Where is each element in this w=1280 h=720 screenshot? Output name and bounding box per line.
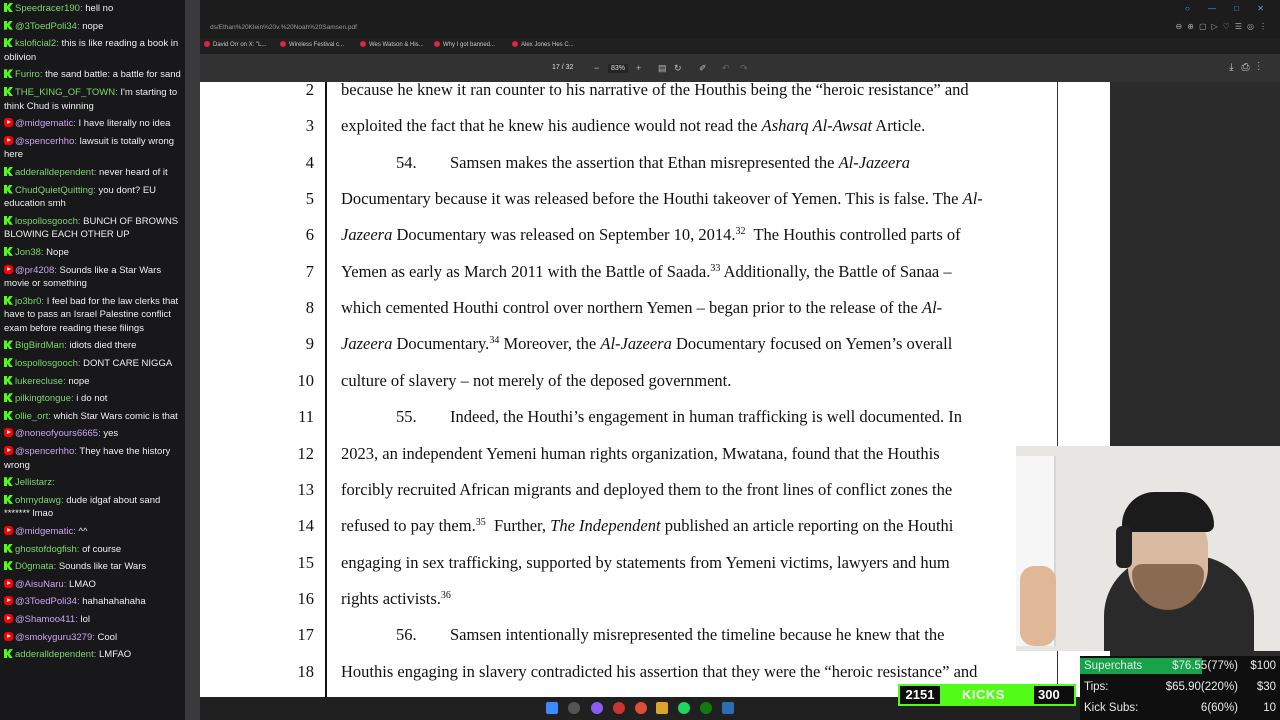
document-line: 2023, an independent Yemeni human rights organization, Mwatana, found that the Houthis bbox=[341, 444, 940, 463]
document-line: Documentary because it was released before the Houthi takeover of Yemen. This is false. The Al- bbox=[341, 189, 983, 208]
chat-message: @spencerhho: They have the history wrong bbox=[4, 446, 171, 471]
chat-message: jo3br0: I feel bad for the law clerks that have to pass an Israel Palestine conflict exam before reading these filings bbox=[4, 295, 179, 334]
kick-badge-icon bbox=[4, 167, 13, 176]
document-line: 55. Indeed, the Houthi’s engagement in human trafficking is well documented. In bbox=[396, 407, 962, 426]
chat-message: @pr4208: Sounds like a Star Wars movie or something bbox=[4, 264, 162, 290]
chat-message: Speedracer190: hell no bbox=[4, 0, 182, 18]
rotate-icon[interactable]: ↻ bbox=[674, 63, 682, 73]
kicks-goal-widget bbox=[898, 684, 1076, 706]
stat-value: $65.90(220%) bbox=[1165, 681, 1238, 693]
chat-message: lospollosgooch: DONT CARE NIGGA bbox=[4, 355, 182, 373]
document-line: engaging in sex trafficking, supported by statements from Yemeni victims, lawyers and hum bbox=[341, 553, 950, 572]
chat-username[interactable]: Furiro bbox=[15, 69, 40, 81]
fit-page-icon[interactable]: ▤ bbox=[658, 63, 667, 73]
chat-text: ^^ bbox=[78, 526, 88, 537]
chat-username[interactable]: ohmydawg bbox=[15, 494, 61, 506]
chat-username[interactable]: @smokyguru3279 bbox=[15, 631, 93, 643]
document-line: rights activists.$^{36}$ bbox=[341, 589, 451, 608]
kick-badge-icon bbox=[4, 38, 13, 47]
line-number: 4 bbox=[305, 153, 314, 172]
line-number: 17 bbox=[297, 625, 314, 644]
bookmark-item[interactable]: David Orr on X: "L... bbox=[204, 41, 266, 48]
chat-text: LMFAO bbox=[99, 649, 132, 661]
chat-text: They have the history wrong bbox=[4, 446, 171, 471]
chat-message: THE_KING_OF_TOWN: I'm starting to think Chud is winning bbox=[4, 86, 178, 112]
stat-goal: $30 bbox=[1256, 681, 1276, 693]
chat-scrollbar[interactable] bbox=[185, 0, 200, 720]
chat-message: Jellistarz: bbox=[4, 474, 182, 492]
youtube-badge-icon bbox=[4, 579, 13, 588]
youtube-badge-icon bbox=[4, 136, 13, 145]
kicks-label: KICKS bbox=[962, 687, 1005, 702]
chat-username[interactable]: D0gmata bbox=[15, 561, 54, 573]
bookmarks-bar bbox=[200, 38, 1280, 54]
youtube-badge-icon bbox=[4, 428, 13, 437]
chat-message: lukerecluse: nope bbox=[4, 373, 182, 391]
document-line: refused to pay them.$^{35}$ Further, The Independent published an article reporting on the Houthi bbox=[341, 516, 954, 535]
chat-username[interactable]: @AisuNaru bbox=[15, 578, 64, 590]
youtube-badge-icon bbox=[4, 446, 13, 455]
chat-message: ghostofdogfish: of course bbox=[4, 541, 182, 559]
document-line: Jazeera Documentary.$^{34}$ Moreover, the Al-Jazeera Documentary focused on Yemen’s overall bbox=[341, 334, 953, 353]
start-icon[interactable] bbox=[546, 702, 558, 714]
zoom-in-icon[interactable]: + bbox=[636, 63, 642, 73]
chat-text: Sounds like tar Wars bbox=[58, 561, 147, 573]
kick-badge-icon bbox=[4, 393, 13, 402]
chat-text: you dont? EU education smh bbox=[4, 184, 157, 210]
chat-username[interactable]: Jellistarz bbox=[15, 477, 52, 489]
chat-text: DONT CARE NIGGA bbox=[83, 358, 173, 370]
chat-message: BigBirdMan: idiots died there bbox=[4, 337, 182, 355]
app-icon[interactable] bbox=[591, 702, 603, 714]
line-number: 7 bbox=[305, 262, 314, 281]
chat-username[interactable]: @midgematic bbox=[15, 118, 74, 130]
chat-message: @midgematic: ^^ bbox=[4, 523, 182, 541]
chat-username[interactable]: Speedracer190 bbox=[15, 3, 80, 14]
chat-username[interactable]: BigBirdMan bbox=[15, 340, 65, 352]
chat-text: nope bbox=[82, 20, 104, 32]
line-number: 15 bbox=[297, 553, 314, 572]
chat-message: @3ToedPoli34: nope bbox=[4, 18, 182, 36]
chat-text: Sounds like a Star Wars movie or something bbox=[4, 264, 162, 290]
chat-message: @smokyguru3279: Cool bbox=[4, 629, 182, 647]
donation-stats-widget bbox=[1080, 656, 1280, 720]
chat-message: D0gmata: Sounds like tar Wars bbox=[4, 558, 182, 576]
stat-label: Superchats bbox=[1084, 660, 1143, 672]
chat-text: yes bbox=[103, 428, 119, 440]
chat-text: hell no bbox=[85, 3, 114, 14]
chat-text: this is like reading a book in oblivion bbox=[4, 38, 179, 63]
chat-username[interactable]: THE_KING_OF_TOWN bbox=[15, 86, 116, 98]
draw-icon[interactable]: ✐ bbox=[699, 63, 707, 73]
stream-chat-panel bbox=[0, 0, 200, 720]
chat-text: dude idgaf about sand ******* lmao bbox=[4, 494, 161, 520]
document-line: culture of slavery – not merely of the deposed government. bbox=[341, 371, 732, 390]
chat-username[interactable]: pilkingtongue bbox=[15, 393, 71, 405]
kick-badge-icon bbox=[4, 376, 13, 385]
chat-message: @noneofyours6665: yes bbox=[4, 425, 182, 443]
stat-value: 6(60%) bbox=[1200, 702, 1238, 714]
undo-icon[interactable]: ↶ bbox=[722, 63, 730, 73]
youtube-badge-icon bbox=[4, 265, 13, 274]
kick-badge-icon bbox=[4, 477, 13, 486]
document-line: forcibly recruited African migrants and deployed them to the front lines of conflict zones the bbox=[341, 480, 953, 499]
line-number: 3 bbox=[305, 116, 314, 135]
chat-username[interactable]: Jon38 bbox=[15, 246, 41, 258]
chat-text: LMAO bbox=[69, 578, 96, 590]
chat-username[interactable]: adderalldependent bbox=[15, 649, 94, 661]
kick-badge-icon bbox=[4, 87, 13, 96]
chat-message: ollie_ort: which Star Wars comic is that bbox=[4, 408, 182, 426]
chat-message: ksloficial2: this is like reading a book in oblivion bbox=[4, 38, 179, 63]
line-number: 10 bbox=[297, 371, 314, 390]
pdf-toolbar bbox=[200, 54, 1280, 82]
kick-badge-icon bbox=[4, 296, 13, 305]
document-line: Jazeera Documentary was released on September 10, 2014.32 The Houthis controlled parts of bbox=[341, 225, 961, 244]
chat-username[interactable]: ChudQuietQuitting bbox=[15, 184, 94, 196]
chat-username[interactable]: ollie_ort bbox=[15, 410, 49, 422]
chat-username[interactable]: ksloficial2 bbox=[15, 38, 57, 50]
chat-text: i do not bbox=[76, 393, 108, 405]
chat-text: nope bbox=[68, 375, 90, 387]
chat-text: idiots died there bbox=[69, 340, 137, 352]
chat-username[interactable]: @midgematic bbox=[15, 526, 74, 537]
line-number-rule bbox=[325, 82, 327, 697]
line-number: 14 bbox=[297, 516, 314, 535]
chat-message-list bbox=[4, 0, 182, 664]
line-number: 6 bbox=[305, 225, 314, 244]
kicks-count: 2151 bbox=[900, 686, 940, 704]
browser-tab-bar bbox=[200, 0, 1280, 38]
stat-label: Kick Subs: bbox=[1084, 702, 1139, 714]
download-print-more-icons[interactable]: ⤓⎙⋮ bbox=[1229, 62, 1268, 73]
youtube-badge-icon bbox=[4, 596, 13, 605]
line-number: 18 bbox=[297, 662, 314, 681]
kick-badge-icon bbox=[4, 358, 13, 367]
chat-username[interactable]: @spencerhho bbox=[15, 446, 75, 458]
xbox-icon[interactable] bbox=[700, 702, 712, 714]
kicks-goal: 300 bbox=[1034, 686, 1074, 704]
youtube-badge-icon bbox=[4, 632, 13, 641]
kick-badge-icon bbox=[4, 247, 13, 256]
line-number: 12 bbox=[297, 444, 314, 463]
browser-toolbar-icons[interactable]: ⊖⊕▢▷♡☰◎⋮ bbox=[1175, 22, 1272, 31]
folder-icon[interactable] bbox=[656, 702, 668, 714]
youtube-badge-icon bbox=[4, 118, 13, 127]
zoom-level[interactable]: 83% bbox=[608, 64, 628, 73]
stat-row bbox=[1080, 699, 1280, 717]
stat-row bbox=[1080, 657, 1280, 675]
chat-text: I'm starting to think Chud is winning bbox=[4, 86, 178, 112]
kick-badge-icon bbox=[4, 21, 13, 30]
stat-row bbox=[1080, 678, 1280, 696]
bookmark-item[interactable]: Alex Jones Hes C... bbox=[512, 41, 574, 48]
chat-message: pilkingtongue: i do not bbox=[4, 390, 182, 408]
kick-badge-icon bbox=[4, 544, 13, 553]
youtube-badge-icon bbox=[4, 614, 13, 623]
chat-text: of course bbox=[82, 543, 122, 555]
chat-message: @Shamoo411: lol bbox=[4, 611, 182, 629]
document-line: because he knew it ran counter to his narrative of the Houthis being the “heroic resistance” and bbox=[341, 82, 969, 99]
chat-message: ChudQuietQuitting: you dont? EU education smh bbox=[4, 184, 157, 210]
chat-username[interactable]: ghostofdogfish bbox=[15, 543, 77, 555]
chat-username[interactable]: jo3br0 bbox=[15, 295, 42, 307]
chat-text: BUNCH OF BROWNS BLOWING EACH OTHER UP bbox=[4, 215, 179, 241]
kick-badge-icon bbox=[4, 3, 13, 12]
chat-message: adderalldependent: LMFAO bbox=[4, 646, 182, 664]
record-icon[interactable] bbox=[613, 702, 625, 714]
line-number: 5 bbox=[305, 189, 314, 208]
bookmark-item[interactable]: Wireless Festival c... bbox=[280, 41, 344, 48]
chat-message: @midgematic: I have literally no idea bbox=[4, 115, 182, 133]
cam-headset bbox=[1116, 526, 1132, 568]
chat-message: lospollosgooch: BUNCH OF BROWNS BLOWING EACH OTHER UP bbox=[4, 215, 179, 241]
youtube-badge-icon bbox=[4, 526, 13, 535]
chat-username[interactable]: lospollosgooch bbox=[15, 358, 78, 370]
stat-value: $76.55(77%) bbox=[1172, 660, 1238, 672]
chat-username[interactable]: lukerecluse bbox=[15, 375, 64, 387]
steam-icon[interactable] bbox=[722, 702, 734, 714]
chat-message: @AisuNaru: LMAO bbox=[4, 576, 182, 594]
stat-goal: 10 bbox=[1263, 702, 1276, 714]
window-controls[interactable]: ○ — □ ✕ bbox=[1184, 4, 1272, 13]
document-line: 54. Samsen makes the assertion that Ethan misrepresented the Al-Jazeera bbox=[396, 153, 911, 172]
redo-icon[interactable]: ↷ bbox=[740, 63, 748, 73]
chat-text: lol bbox=[80, 613, 90, 625]
chat-username[interactable]: @spencerhho bbox=[15, 135, 75, 147]
chat-username[interactable]: @pr4208 bbox=[15, 264, 55, 276]
webcam-overlay bbox=[1016, 446, 1280, 651]
kick-badge-icon bbox=[4, 69, 13, 78]
document-line: Yemen as early as March 2011 with the Battle of Saada.$^{33}$ Additionally, the Battle of Sanaa – bbox=[341, 262, 952, 281]
spotify-icon[interactable] bbox=[678, 702, 690, 714]
chat-username[interactable]: @3ToedPoli34 bbox=[15, 596, 77, 608]
chat-username[interactable]: lospollosgooch bbox=[15, 215, 78, 227]
chat-text: Cool bbox=[97, 631, 118, 643]
chat-message: @3ToedPoli34: hahahahahaha bbox=[4, 593, 182, 611]
line-number: 2 bbox=[305, 82, 314, 99]
kick-badge-icon bbox=[4, 495, 13, 504]
chat-text: the sand battle: a battle for sand bbox=[45, 69, 181, 81]
stat-label: Tips: bbox=[1084, 681, 1109, 693]
chat-text: I have literally no idea bbox=[78, 118, 171, 130]
pdf-page bbox=[200, 82, 1110, 697]
chat-username[interactable]: @Shamoo411 bbox=[15, 613, 76, 625]
chat-username[interactable]: adderalldependent bbox=[15, 166, 94, 178]
chat-message: Furiro: the sand battle: a battle for sand bbox=[4, 66, 182, 84]
cam-person-hand bbox=[1020, 566, 1056, 646]
browser-icon[interactable] bbox=[635, 702, 647, 714]
document-line: exploited the fact that he knew his audience would not read the Asharq Al-Awsat Article. bbox=[341, 116, 926, 135]
kick-badge-icon bbox=[4, 561, 13, 570]
chat-text: lawsuit is totally wrong here bbox=[4, 135, 175, 161]
chat-username[interactable]: @3ToedPoli34 bbox=[15, 20, 77, 32]
chat-username[interactable]: @noneofyours6665 bbox=[15, 428, 99, 440]
line-number: 9 bbox=[305, 334, 314, 353]
kick-badge-icon bbox=[4, 185, 13, 194]
cam-person-cap bbox=[1122, 492, 1214, 532]
search-icon[interactable] bbox=[568, 702, 580, 714]
kick-badge-icon bbox=[4, 340, 13, 349]
document-line: Houthis engaging in slavery contradicted his assertion that they were the “heroic resistance” and bbox=[341, 662, 978, 681]
line-number: 8 bbox=[305, 298, 314, 317]
line-number: 11 bbox=[298, 407, 314, 426]
chat-text: I feel bad for the law clerks that have to pass an Israel Palestine conflict exam before reading these filings bbox=[4, 295, 179, 334]
document-line: 56. Samsen intentionally misrepresented the timeline because he knew that the bbox=[396, 625, 945, 644]
line-number: 13 bbox=[297, 480, 314, 499]
document-line: which cemented Houthi control over northern Yemen – began prior to the release of the Al- bbox=[341, 298, 943, 317]
chat-text: hahahahahaha bbox=[82, 596, 146, 608]
bookmark-item[interactable]: Wes Watson & His... bbox=[360, 41, 424, 48]
kick-badge-icon bbox=[4, 411, 13, 420]
page-indicator[interactable]: 17 / 32 bbox=[552, 64, 574, 71]
stat-goal: $100 bbox=[1250, 660, 1276, 672]
chat-message: Jon38: Nope bbox=[4, 244, 182, 262]
address-bar[interactable]: ds/Ethan%20Klein%20v.%20Noah%20Samsen.pdf bbox=[210, 24, 357, 31]
chat-message: ohmydawg: dude idgaf about sand ******* lmao bbox=[4, 494, 161, 520]
kick-badge-icon bbox=[4, 649, 13, 658]
kick-badge-icon bbox=[4, 216, 13, 225]
chat-text: which Star Wars comic is that bbox=[53, 410, 178, 422]
chat-message: @spencerhho: lawsuit is totally wrong here bbox=[4, 135, 175, 161]
line-number: 16 bbox=[297, 589, 314, 608]
bookmark-item[interactable]: Why I got banned... bbox=[434, 41, 495, 48]
chat-message: adderalldependent: never heard of it bbox=[4, 164, 182, 182]
zoom-out-icon[interactable]: − bbox=[594, 63, 600, 73]
chat-text: Nope bbox=[46, 246, 69, 258]
chat-text: never heard of it bbox=[99, 166, 168, 178]
